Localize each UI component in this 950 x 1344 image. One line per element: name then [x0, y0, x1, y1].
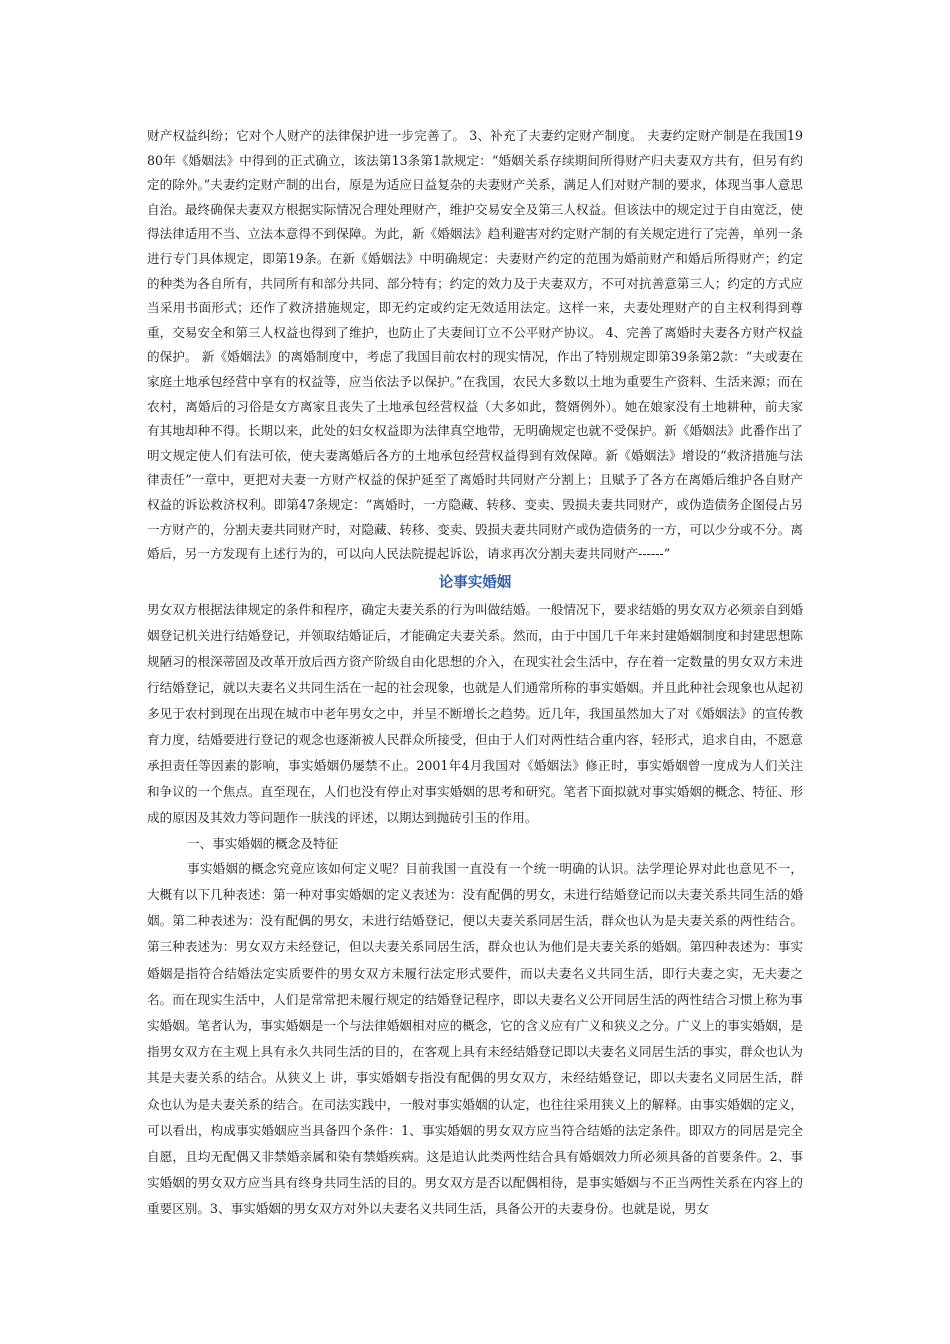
document-page: [147, 124, 803, 1223]
section-heading: 一、事实婚姻的概念及特征: [187, 835, 339, 851]
continuation-paragraph: 财产权益纠纷；它对个人财产的法律保护进一步完善了。 3、补充了夫妻约定财产制度。 夫妻约定财产制是在我国1980年《婚姻法》中得到的正式确立，该法第13条第1款规定：“婚姻关系存续期间所得财产归夫妻双方共有，但另有约定的除外。”夫妻约定财产制的出台，原是为适应日益复杂的夫妻财产关系，满足人们对财产制的要求，体现当事人意思自治。最终确保夫妻双方根据实际情况合理处理财产，维护交易安全及第三人权益。但该法中的规定过于自由宽泛，使得法律适用不当、立法本意得不到保障。为此，新《婚姻法》趋利避害对约定财产制的有关规定进行了完善，单列一条进行专门具体规定，即第19条。在新《婚姻法》中明确规定：夫妻财产约定的范围为婚前财产和婚后所得财产；约定的种类为各自所有，共同所有和部分共同、部分特有；约定的效力及于夫妻双方，不可对抗善意第三人；约定的方式应当采用书面形式；还作了救济措施规定，即无约定或约定无效适用法定。这样一来，夫妻处理财产的自主权利得到尊重，交易安全和第三人权益也得到了维护，也防止了夫妻间订立不公平财产协议。 4、完善了离婚时夫妻各方财产权益的保护。 新《婚姻法》的离婚制度中，考虑了我国目前农村的现实情况，作出了特别规定即第39条第2款：“夫或妻在家庭土地承包经营中享有的权益等，应当依法予以保护。”在我国，农民大多数以土地为重要生产资料、生活来源；而在农村，离婚后的习俗是女方离家且丧失了土地承包经营权益（大多如此，赘婿例外）。她在娘家没有土地耕种，前夫家有其地却种不得。长期以来，此处的妇女权益即为法律真空地带，无明确规定也就不受保护。新《婚姻法》此番作出了明文规定使人们有法可依，使夫妻离婚后各方的土地承包经营权益得到有效保障。新《婚姻法》增设的“救济措施与法律责任”一章中，更把对夫妻一方财产权益的保护延至了离婚时共同财产分割上；且赋予了各方在离婚后维护各自财产权益的诉讼救济权利。即第47条规定：“离婚时，一方隐藏、转移、变卖、毁损夫妻共同财产，或伪造债务企图侵占另一方财产的，分割夫妻共同财产时，对隐藏、转移、变卖、毁损夫妻共同财产或伪造债务的一方，可以少分或不分。离婚后，另一方发现有上述行为的，可以向人民法院提起诉讼，请求再次分割夫妻共同财产------”: [147, 128, 803, 562]
section-paragraph: 事实婚姻的概念究竟应该如何定义呢？目前我国一直没有一个统一明确的认识。法学理论界对此也意见不一，大概有以下几种表述：第一种对事实婚姻的定义表述为：没有配偶的男女，未进行结婚登记而以夫妻关系共同生活的婚姻。第二种表述为：没有配偶的男女，未进行结婚登记，便以夫妻关系同居生活，群众也认为是夫妻关系的两性结合。第三种表述为：男女双方未经登记，但以夫妻关系同居生活，群众也认为他们是夫妻关系的婚姻。第四种表述为：事实婚姻是指符合结婚法定实质要件的男女双方未履行法定形式要件，而以夫妻名义共同生活，即行夫妻之实，无夫妻之名。而在现实生活中，人们是常常把未履行规定的结婚登记程序，即以夫妻名义公开同居生活的两性结合习惯上称为事实婚姻。笔者认为，事实婚姻是一个与法律婚姻相对应的概念，它的含义应有广义和狭义之分。广义上的事实婚姻，是指男女双方在主观上具有永久共同生活的目的，在客观上具有未经结婚登记即以夫妻名义同居生活的事实，群众也认为其是夫妻关系的结合。从狭义上 讲，事实婚姻专指没有配偶的男女双方，未经结婚登记，即以夫妻名义同居生活，群众也认为是夫妻关系的结合。在司法实践中，一般对事实婚姻的认定，也往往采用狭义上的解释。由事实婚姻的定义，可以看出，构成事实婚姻应当具备四个条件：1、事实婚姻的男女双方应当符合结婚的法定条件。即双方的同居是完全自愿，且均无配偶又非禁婚亲属和染有禁婚疾病。这是追认此类两性结合具有婚姻效力所必须具备的首要条件。2、事实婚姻的男女双方应当具有终身共同生活的目的。男女双方是否以配偶相待，是事实婚姻与不正当两性关系在内容上的重要区别。3、事实婚姻的男女双方对外以夫妻名义共同生活，具备公开的夫妻身份。也就是说，男女: [147, 860, 803, 1217]
intro-paragraph: 男女双方根据法律规定的条件和程序，确定夫妻关系的行为叫做结婚。一般情况下，要求结婚的男女双方必须亲自到婚姻登记机关进行结婚登记，并领取结婚证后，才能确定夫妻关系。然而，由于中国几千年来封建婚姻制度和封建思想陈规陋习的根深蒂固及改革开放后西方资产阶级自由化思想的介入，在现实社会生活中，存在着一定数量的男女双方未进行结婚登记，就以夫妻名义共同生活在一起的社会现象，也就是人们通常所称的事实婚姻。并且此种社会现象也从起初多见于农村到现在出现在城市中老年男女之中，并呈不断增长之趋势。近几年，我国虽然加大了对《婚姻法》的宣传教育力度，结婚要进行登记的观念也逐渐被人民群众所接受，但由于人们对两性结合重内容，轻形式，追求自由，不愿意承担责任等因素的影响，事实婚姻仍屡禁不止。2001年4月我国对《婚姻法》修正时，事实婚姻曾一度成为人们关注和争议的一个焦点。直至现在，人们也没有停止对事实婚姻的思考和研究。笔者下面拟就对事实婚姻的概念、特征、形成的原因及其效力等问题作一肤浅的评述，以期达到抛砖引玉的作用。: [147, 601, 803, 825]
article-title: 论事实婚姻: [438, 574, 512, 591]
